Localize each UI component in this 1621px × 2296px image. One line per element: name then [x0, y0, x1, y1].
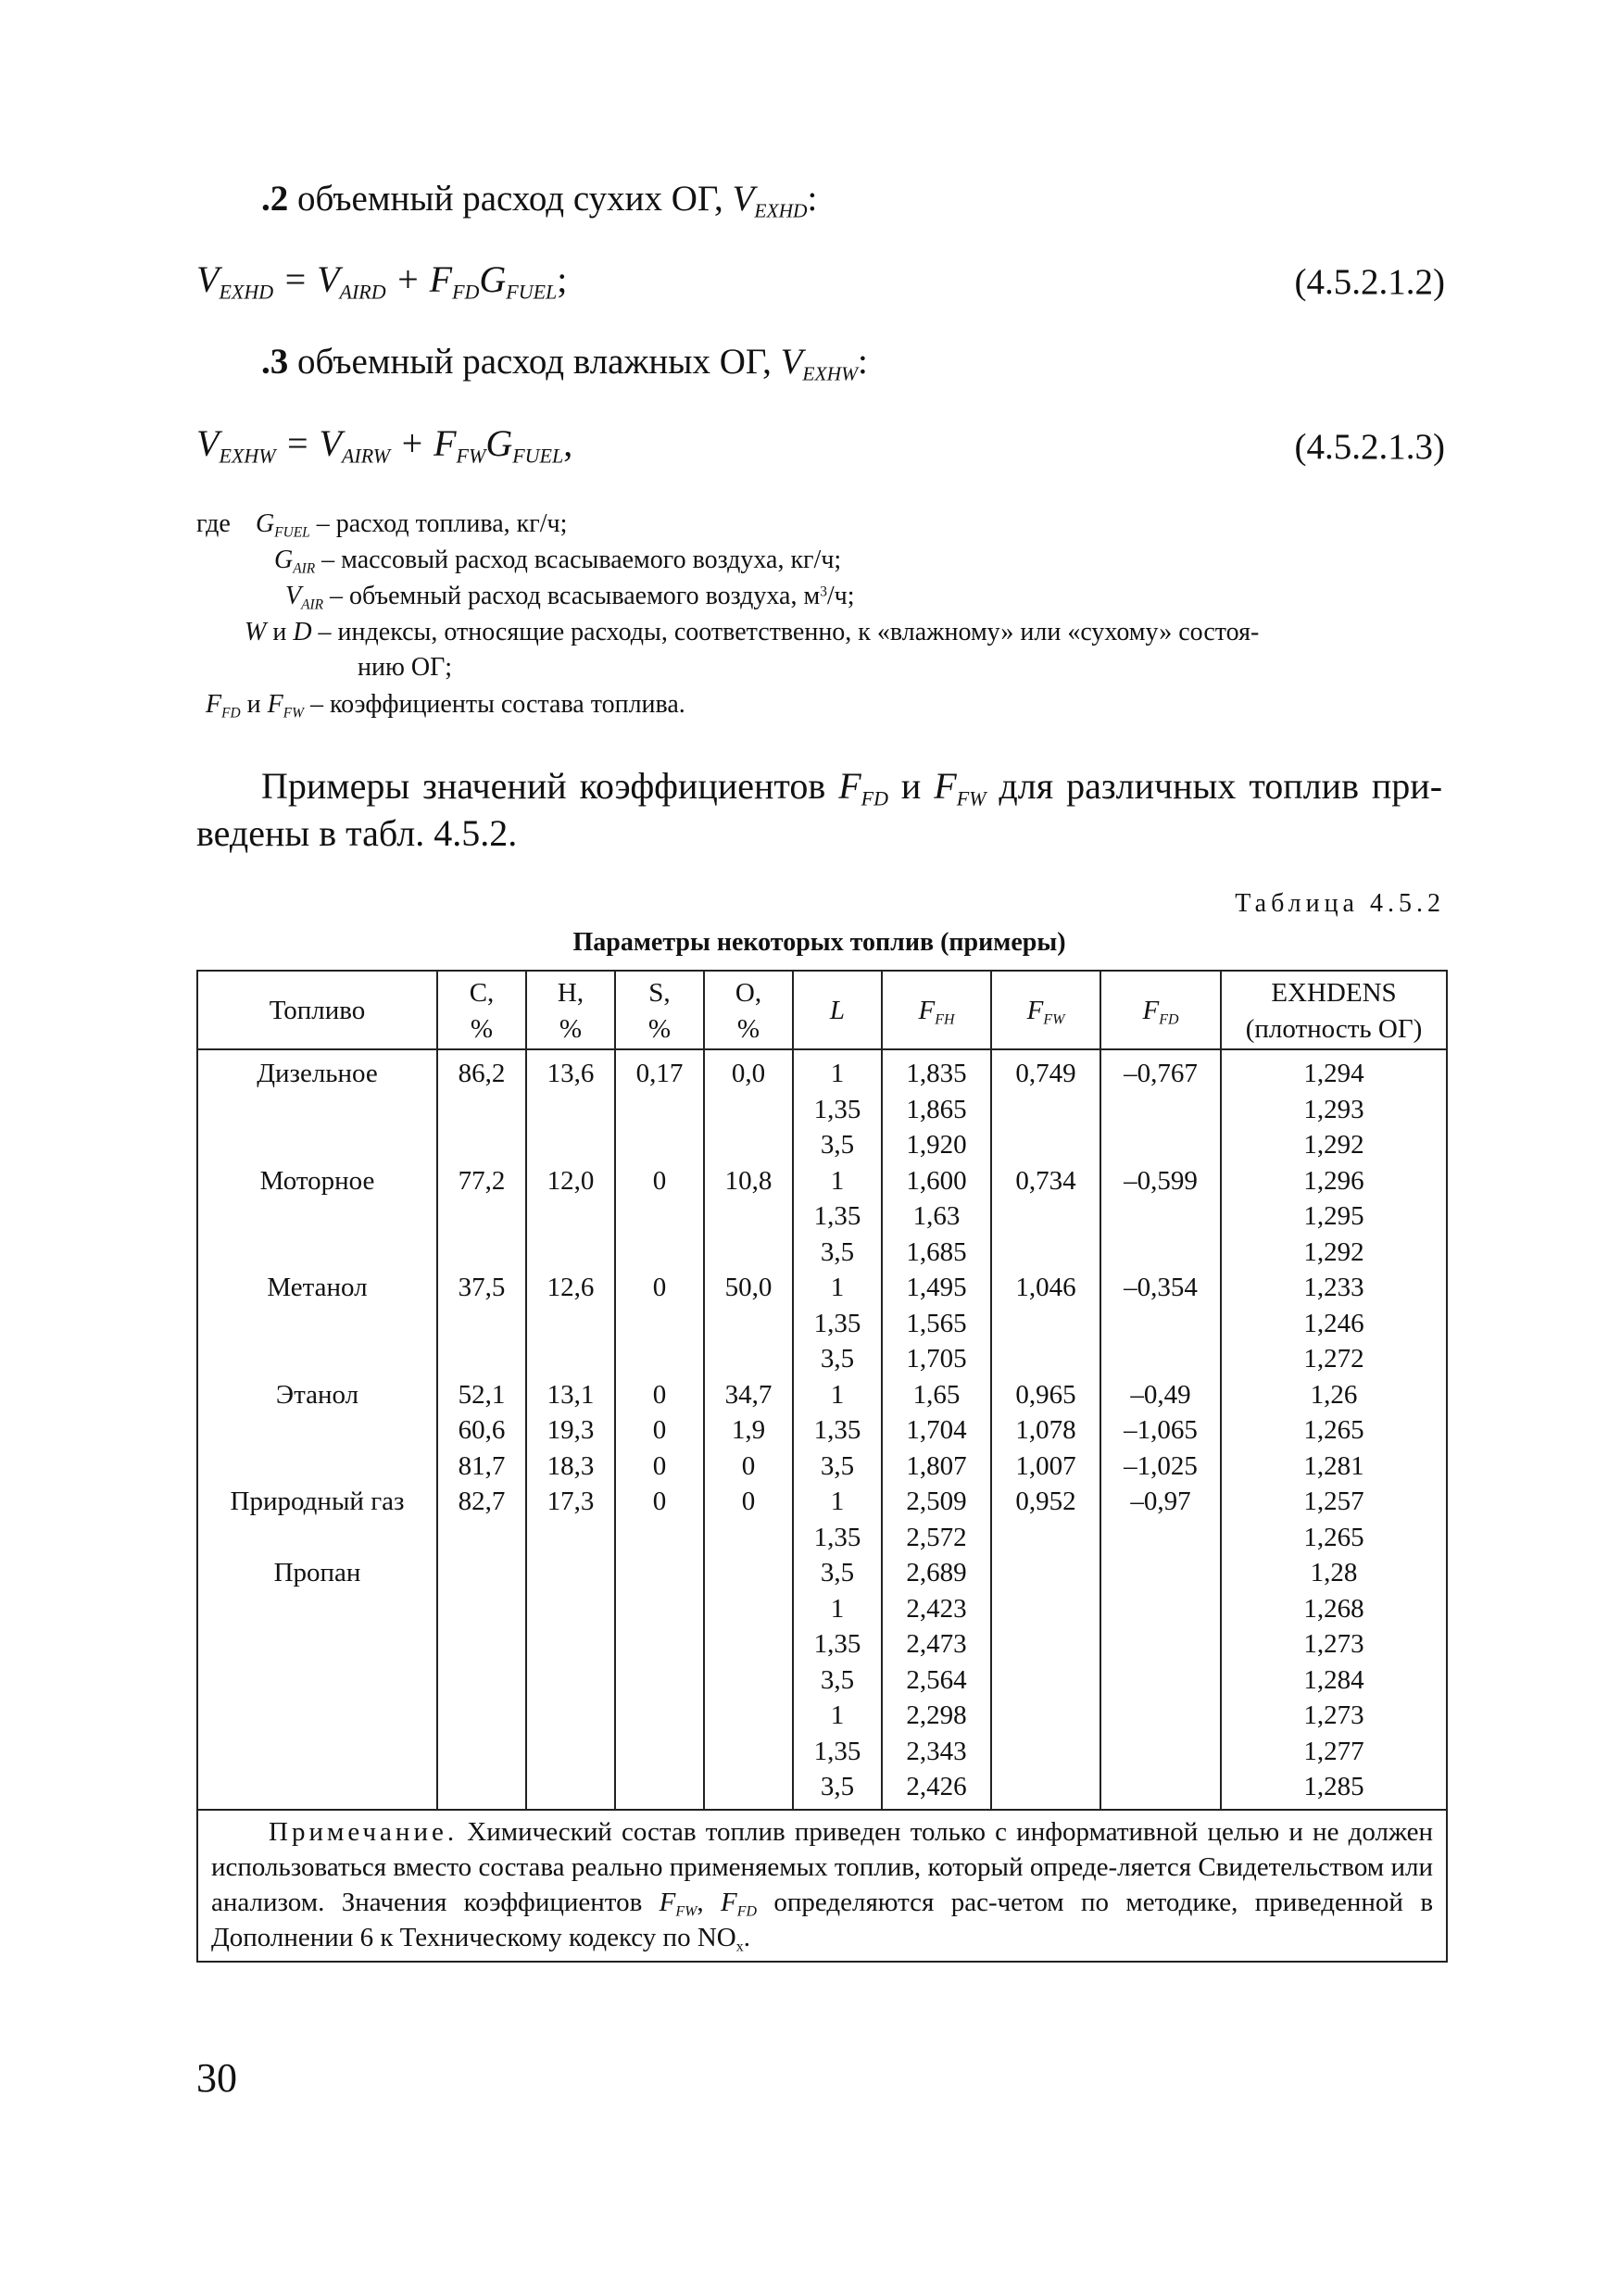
cell-c-14 — [438, 1555, 525, 1591]
cell-l-3: 1 — [830, 1165, 845, 1196]
cell-ffh-18: 2,298 — [906, 1700, 967, 1730]
cell-fuel-4 — [198, 1198, 436, 1235]
cell-c-7 — [438, 1306, 525, 1342]
cell-l-4: 1,35 — [813, 1201, 861, 1231]
cell-ex-19: 1,277 — [1303, 1736, 1364, 1766]
cell-h-8 — [527, 1341, 614, 1377]
cell-l-17: 3,5 — [820, 1664, 855, 1695]
cell-l-10: 1,35 — [813, 1415, 861, 1445]
cell-ffd-8 — [1101, 1341, 1220, 1377]
cell-o-15 — [705, 1591, 792, 1627]
cell-o-6: 50,0 — [724, 1273, 773, 1302]
cell-fuel-3: Моторное — [259, 1165, 375, 1196]
header-l: L — [793, 971, 882, 1049]
cell-l-20: 3,5 — [820, 1772, 855, 1801]
cell-ex-9: 1,26 — [1310, 1379, 1358, 1410]
cell-ffw-15 — [992, 1591, 1100, 1627]
cell-s-0: 0,17 — [635, 1059, 684, 1088]
cell-h-20 — [527, 1769, 614, 1805]
cell-o-3: 10,8 — [724, 1165, 773, 1196]
cell-ffd-15 — [1101, 1591, 1220, 1627]
column-fuel — [197, 1049, 437, 1810]
cell-c-3: 77,2 — [458, 1165, 506, 1196]
legend-line-4-cont: нию ОГ; — [358, 653, 453, 682]
cell-ffh-9: 1,65 — [912, 1379, 961, 1410]
cell-h-14 — [527, 1555, 614, 1591]
cell-ffh-1: 1,865 — [906, 1094, 967, 1124]
cell-ffh-19: 2,343 — [906, 1736, 967, 1766]
cell-l-9: 1 — [830, 1379, 845, 1410]
cell-ex-15: 1,268 — [1303, 1593, 1364, 1624]
cell-l-18: 1 — [830, 1700, 845, 1730]
cell-s-1 — [616, 1092, 703, 1128]
cell-s-5 — [616, 1235, 703, 1271]
cell-ffd-14 — [1101, 1555, 1220, 1591]
cell-ffh-20: 2,426 — [906, 1772, 967, 1801]
cell-fuel-8 — [198, 1341, 436, 1377]
cell-c-16 — [438, 1626, 525, 1662]
cell-h-19 — [527, 1734, 614, 1770]
cell-fuel-16 — [198, 1626, 436, 1662]
cell-c-9: 52,1 — [458, 1379, 506, 1410]
table-caption: Таблица 4.5.2 — [1235, 889, 1445, 918]
cell-s-14 — [616, 1555, 703, 1591]
cell-l-6: 1 — [830, 1273, 845, 1302]
cell-c-20 — [438, 1769, 525, 1805]
cell-h-13 — [527, 1520, 614, 1556]
column-s — [615, 1049, 704, 1810]
legend-line-2: $G_{AIR}$ – массовый расход всасываемого воздуха, кг/ч; — [274, 546, 842, 577]
cell-ffw-7 — [992, 1306, 1100, 1342]
cell-ffh-15: 2,423 — [906, 1593, 967, 1624]
cell-ffw-2 — [992, 1127, 1100, 1163]
cell-ffw-9: 0,965 — [1015, 1379, 1076, 1410]
column-o — [704, 1049, 793, 1810]
column-l — [793, 1049, 882, 1810]
cell-fuel-13 — [198, 1520, 436, 1556]
column-c — [437, 1049, 526, 1810]
cell-c-11: 81,7 — [458, 1450, 506, 1481]
cell-l-7: 1,35 — [813, 1308, 861, 1338]
legend-where: где — [196, 509, 231, 538]
cell-h-2 — [527, 1127, 614, 1163]
cell-ffw-11: 1,007 — [1015, 1450, 1076, 1481]
cell-o-8 — [705, 1341, 792, 1377]
equation-number-2: (4.5.2.1.2) — [1294, 262, 1445, 302]
cell-ffw-1 — [992, 1092, 1100, 1128]
column-ffd — [1100, 1049, 1221, 1810]
cell-s-12: 0 — [652, 1487, 667, 1516]
legend-line-3: $V_{AIR}$ – объемный расход всасываемого воздуха, $м^3/ч$; — [285, 582, 855, 613]
cell-ex-3: 1,296 — [1303, 1165, 1364, 1196]
cell-l-16: 1,35 — [813, 1629, 861, 1659]
cell-o-2 — [705, 1127, 792, 1163]
cell-ex-8: 1,272 — [1303, 1344, 1364, 1374]
equation-exhw: $V_{EXHW} = V_{AIRW} + F_{FW}G_{FUEL}$, — [196, 422, 573, 468]
cell-h-12: 17,3 — [547, 1487, 595, 1516]
cell-fuel-10 — [198, 1412, 436, 1449]
cell-ex-0: 1,294 — [1303, 1059, 1364, 1088]
table-note: Примечание. Химический состав топлив приведен только с информативной целью и не должен использоваться вместо состава реально применяемых топлив, который опреде-ляется Свидетельством или анализом. Значения коэффициентов $F_{FW}$, $F_{FD}$ определяются рас-четом по методике, приведенной в Дополнении 6 к Техническому кодексу по $NO_x$. — [197, 1810, 1447, 1962]
cell-fuel-15 — [198, 1591, 436, 1627]
cell-ex-17: 1,284 — [1303, 1664, 1364, 1695]
page-number: 30 — [196, 2055, 237, 2101]
cell-ffw-13 — [992, 1520, 1100, 1556]
cell-h-1 — [527, 1092, 614, 1128]
cell-ffd-17 — [1101, 1662, 1220, 1699]
cell-fuel-18 — [198, 1698, 436, 1734]
header-exhdens: EXHDENS (плотность ОГ) — [1221, 971, 1447, 1049]
cell-ffh-8: 1,705 — [906, 1344, 967, 1374]
cell-ffw-16 — [992, 1626, 1100, 1662]
cell-s-7 — [616, 1306, 703, 1342]
cell-ffd-19 — [1101, 1734, 1220, 1770]
cell-s-17 — [616, 1662, 703, 1699]
cell-c-19 — [438, 1734, 525, 1770]
cell-ex-20: 1,285 — [1303, 1772, 1364, 1801]
column-exhdens — [1221, 1049, 1447, 1810]
cell-o-1 — [705, 1092, 792, 1128]
cell-c-1 — [438, 1092, 525, 1128]
cell-c-6: 37,5 — [458, 1273, 506, 1302]
cell-s-11: 0 — [652, 1450, 667, 1481]
cell-s-19 — [616, 1734, 703, 1770]
cell-ffw-0: 0,749 — [1015, 1059, 1076, 1088]
item-3-heading: .3 объемный расход влажных ОГ, $V_{EXHW}$: — [261, 342, 868, 385]
cell-c-2 — [438, 1127, 525, 1163]
table-title: Параметры некоторых топлив (примеры) — [572, 928, 1066, 957]
cell-fuel-2 — [198, 1127, 436, 1163]
cell-ffh-14: 2,689 — [906, 1558, 967, 1587]
cell-ffh-2: 1,920 — [906, 1130, 967, 1160]
cell-fuel-9: Этанол — [275, 1379, 359, 1410]
cell-ffw-8 — [992, 1341, 1100, 1377]
cell-ffh-10: 1,704 — [906, 1415, 967, 1445]
header-c: C, % — [437, 971, 526, 1049]
cell-c-17 — [438, 1662, 525, 1699]
cell-s-10: 0 — [652, 1415, 667, 1445]
cell-ex-12: 1,257 — [1303, 1487, 1364, 1516]
cell-ffh-16: 2,473 — [906, 1629, 967, 1659]
intro-paragraph: Примеры значений коэффициентов $F_{FD}$ и $F_{FW}$ для различных топлив при- ведены в табл. 4.5.2. — [196, 765, 1443, 854]
cell-ex-13: 1,265 — [1303, 1522, 1364, 1552]
cell-ffh-3: 1,600 — [906, 1165, 967, 1196]
cell-ffd-6: –0,354 — [1124, 1273, 1198, 1302]
cell-h-6: 12,6 — [547, 1273, 595, 1302]
cell-fuel-12: Природный газ — [230, 1487, 405, 1516]
cell-ffw-20 — [992, 1769, 1100, 1805]
item-2-heading: .2 объемный расход сухих ОГ, $V_{EXHD}$: — [261, 179, 818, 222]
cell-l-11: 3,5 — [820, 1450, 855, 1481]
fuel-parameters-table — [196, 970, 1448, 1963]
cell-o-17 — [705, 1662, 792, 1699]
cell-ffh-6: 1,495 — [906, 1273, 967, 1302]
cell-ffw-3: 0,734 — [1015, 1165, 1076, 1196]
column-ffh — [882, 1049, 991, 1810]
cell-ffd-13 — [1101, 1520, 1220, 1556]
cell-s-18 — [616, 1698, 703, 1734]
cell-ffw-4 — [992, 1198, 1100, 1235]
cell-o-7 — [705, 1306, 792, 1342]
cell-c-15 — [438, 1591, 525, 1627]
cell-ffd-18 — [1101, 1698, 1220, 1734]
cell-ffd-7 — [1101, 1306, 1220, 1342]
cell-o-11: 0 — [741, 1450, 756, 1481]
cell-l-13: 1,35 — [813, 1522, 861, 1552]
cell-o-18 — [705, 1698, 792, 1734]
cell-s-20 — [616, 1769, 703, 1805]
cell-o-20 — [705, 1769, 792, 1805]
cell-o-10: 1,9 — [731, 1415, 766, 1445]
cell-ex-2: 1,292 — [1303, 1130, 1364, 1160]
cell-ffh-17: 2,564 — [906, 1664, 967, 1695]
cell-l-14: 3,5 — [820, 1558, 855, 1587]
cell-ffw-12: 0,952 — [1015, 1487, 1076, 1516]
cell-h-9: 13,1 — [547, 1379, 595, 1410]
cell-l-2: 3,5 — [820, 1130, 855, 1160]
cell-fuel-1 — [198, 1092, 436, 1128]
cell-ffd-9: –0,49 — [1130, 1379, 1191, 1410]
cell-ffd-1 — [1101, 1092, 1220, 1128]
cell-s-2 — [616, 1127, 703, 1163]
cell-o-4 — [705, 1198, 792, 1235]
legend-line-5: $F_{FD}$ и $F_{FW}$ – коэффициенты состава топлива. — [206, 690, 685, 721]
cell-l-19: 1,35 — [813, 1736, 861, 1766]
cell-fuel-7 — [198, 1306, 436, 1342]
cell-o-0: 0,0 — [731, 1059, 766, 1088]
cell-ffd-20 — [1101, 1769, 1220, 1805]
cell-l-12: 1 — [830, 1487, 845, 1516]
cell-fuel-11 — [198, 1449, 436, 1485]
header-ffw: $F_{FW}$ — [991, 971, 1100, 1049]
equation-exhd: $V_{EXHD} = V_{AIRD} + F_{FD}G_{FUEL}$; — [196, 258, 568, 304]
cell-l-0: 1 — [830, 1059, 845, 1088]
cell-c-13 — [438, 1520, 525, 1556]
cell-ex-5: 1,292 — [1303, 1236, 1364, 1267]
cell-c-0: 86,2 — [458, 1059, 506, 1088]
cell-ex-16: 1,273 — [1303, 1629, 1364, 1659]
cell-o-9: 34,7 — [724, 1379, 773, 1410]
cell-ffd-10: –1,065 — [1124, 1415, 1198, 1445]
cell-fuel-14: Пропан — [273, 1558, 361, 1587]
cell-fuel-5 — [198, 1235, 436, 1271]
cell-ffh-12: 2,509 — [906, 1487, 967, 1516]
cell-h-16 — [527, 1626, 614, 1662]
cell-fuel-6: Метанол — [267, 1273, 368, 1302]
cell-ffh-5: 1,685 — [906, 1236, 967, 1267]
cell-ex-1: 1,293 — [1303, 1094, 1364, 1124]
cell-ffd-16 — [1101, 1626, 1220, 1662]
cell-o-5 — [705, 1235, 792, 1271]
cell-o-12: 0 — [741, 1487, 756, 1516]
cell-ex-14: 1,28 — [1310, 1558, 1358, 1587]
cell-c-8 — [438, 1341, 525, 1377]
cell-l-5: 3,5 — [820, 1236, 855, 1267]
column-h — [526, 1049, 615, 1810]
cell-ex-18: 1,273 — [1303, 1700, 1364, 1730]
cell-c-18 — [438, 1698, 525, 1734]
cell-ffd-12: –0,97 — [1130, 1487, 1191, 1516]
header-h: H, % — [526, 971, 615, 1049]
equation-number-3: (4.5.2.1.3) — [1294, 427, 1445, 467]
cell-s-8 — [616, 1341, 703, 1377]
header-o: O, % — [704, 971, 793, 1049]
cell-ffd-0: –0,767 — [1124, 1059, 1198, 1088]
cell-ffd-3: –0,599 — [1124, 1165, 1198, 1196]
cell-ex-7: 1,246 — [1303, 1308, 1364, 1338]
cell-ex-4: 1,295 — [1303, 1201, 1364, 1231]
cell-ffh-13: 2,572 — [906, 1522, 967, 1552]
cell-s-4 — [616, 1198, 703, 1235]
header-ffh: $F_{FH}$ — [882, 971, 991, 1049]
cell-o-16 — [705, 1626, 792, 1662]
cell-h-10: 19,3 — [547, 1415, 595, 1445]
cell-h-3: 12,0 — [547, 1165, 595, 1196]
cell-s-3: 0 — [652, 1165, 667, 1196]
cell-l-8: 3,5 — [820, 1344, 855, 1374]
cell-o-13 — [705, 1520, 792, 1556]
header-s: S, % — [615, 971, 704, 1049]
cell-h-4 — [527, 1198, 614, 1235]
legend-line-1: $G_{FUEL}$ – расход топлива, кг/ч; — [256, 509, 568, 541]
cell-c-12: 82,7 — [458, 1487, 506, 1516]
cell-ffh-7: 1,565 — [906, 1308, 967, 1338]
cell-ffh-11: 1,807 — [906, 1450, 967, 1481]
cell-s-16 — [616, 1626, 703, 1662]
cell-ffd-4 — [1101, 1198, 1220, 1235]
cell-h-0: 13,6 — [547, 1059, 595, 1088]
cell-s-9: 0 — [652, 1379, 667, 1410]
cell-fuel-0: Дизельное — [257, 1059, 378, 1088]
cell-fuel-17 — [198, 1662, 436, 1699]
cell-h-5 — [527, 1235, 614, 1271]
cell-ffh-4: 1,63 — [912, 1201, 961, 1231]
cell-ex-10: 1,265 — [1303, 1415, 1364, 1445]
cell-h-17 — [527, 1662, 614, 1699]
cell-c-4 — [438, 1198, 525, 1235]
cell-fuel-19 — [198, 1734, 436, 1770]
cell-ffw-14 — [992, 1555, 1100, 1591]
cell-ffw-17 — [992, 1662, 1100, 1699]
cell-ffw-19 — [992, 1734, 1100, 1770]
header-ffd: $F_{FD}$ — [1100, 971, 1221, 1049]
cell-c-10: 60,6 — [458, 1415, 506, 1445]
legend-line-4: W и D – индексы, относящие расходы, соответственно, к «влажному» или «сухому» состоя- — [245, 618, 1260, 646]
cell-h-11: 18,3 — [547, 1450, 595, 1481]
cell-s-15 — [616, 1591, 703, 1627]
cell-ffd-2 — [1101, 1127, 1220, 1163]
cell-l-15: 1 — [830, 1593, 845, 1624]
cell-ffw-5 — [992, 1235, 1100, 1271]
header-fuel: Топливо — [197, 971, 437, 1049]
cell-ffh-0: 1,835 — [906, 1059, 967, 1088]
cell-ffw-10: 1,078 — [1015, 1415, 1076, 1445]
cell-o-14 — [705, 1555, 792, 1591]
cell-ffw-6: 1,046 — [1015, 1273, 1076, 1302]
column-ffw — [991, 1049, 1100, 1810]
cell-ex-6: 1,233 — [1303, 1273, 1364, 1302]
cell-ex-11: 1,281 — [1303, 1450, 1364, 1481]
cell-s-13 — [616, 1520, 703, 1556]
cell-ffw-18 — [992, 1698, 1100, 1734]
cell-fuel-20 — [198, 1769, 436, 1805]
cell-h-15 — [527, 1591, 614, 1627]
cell-l-1: 1,35 — [813, 1094, 861, 1124]
cell-h-7 — [527, 1306, 614, 1342]
cell-s-6: 0 — [652, 1273, 667, 1302]
cell-ffd-11: –1,025 — [1124, 1450, 1198, 1481]
cell-h-18 — [527, 1698, 614, 1734]
cell-ffd-5 — [1101, 1235, 1220, 1271]
cell-o-19 — [705, 1734, 792, 1770]
cell-c-5 — [438, 1235, 525, 1271]
